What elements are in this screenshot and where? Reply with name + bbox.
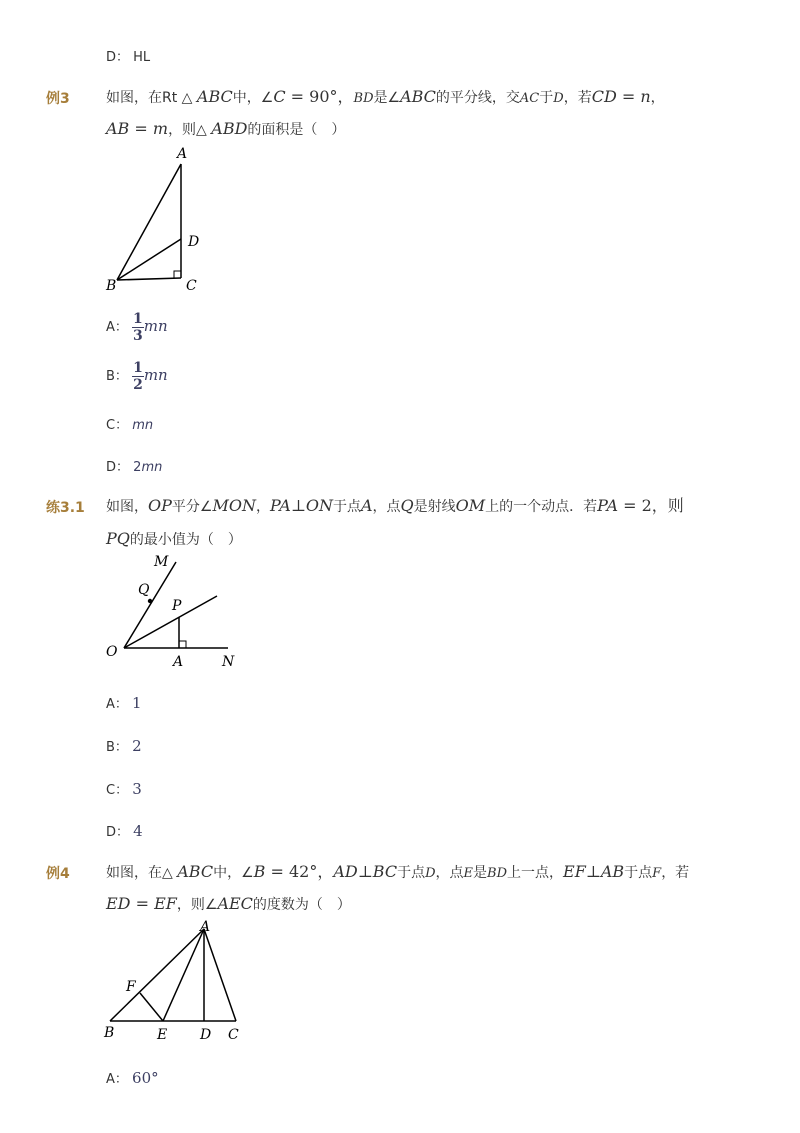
prev-option-d xyxy=(106,46,150,65)
q-math: = 42°， xyxy=(265,862,334,881)
right-angle-mark xyxy=(179,641,186,648)
q-math: ABC xyxy=(196,87,233,106)
ex3-option-c[interactable] xyxy=(106,414,153,433)
numerator: 1 xyxy=(133,311,143,327)
side-bc xyxy=(117,278,181,280)
q-math: ED xyxy=(106,894,131,913)
q-math: C xyxy=(273,87,286,106)
q-math: B xyxy=(253,862,266,881)
ex3-option-a[interactable] xyxy=(106,311,168,344)
option-math: mn xyxy=(141,460,163,475)
label-q: Q xyxy=(138,582,150,598)
practice-3-1-label: 练3.1 xyxy=(46,500,85,516)
q-text: 中，∠ xyxy=(213,865,254,881)
ex3-option-d[interactable] xyxy=(106,456,162,475)
q-text: ， xyxy=(650,90,665,106)
q-math: ABC xyxy=(177,862,214,881)
option-letter: D： xyxy=(106,460,130,475)
example-3-figure xyxy=(100,142,220,297)
option-value: 2 xyxy=(132,737,142,755)
q-text: 上一点， xyxy=(507,865,564,881)
q-text: 于点 xyxy=(624,865,653,881)
vertex-a: A xyxy=(177,146,188,162)
option-letter: B： xyxy=(106,369,128,384)
q-text: 是∠ xyxy=(373,90,401,106)
q-text: 于 xyxy=(539,90,554,106)
q-text: 如图， xyxy=(106,499,148,515)
q-math: OP xyxy=(148,496,172,515)
practice-3-1-question-line2 xyxy=(106,529,242,550)
q-text: 如图，在Rt △ xyxy=(106,90,197,106)
denominator: 2 xyxy=(133,377,143,393)
q-math: ⊥ xyxy=(290,496,306,515)
segment-ef xyxy=(140,993,163,1021)
q-text: ，若 xyxy=(563,90,592,106)
option-value: 3 xyxy=(132,780,142,798)
vertex-c: C xyxy=(228,1027,239,1043)
q-text: 的最小值为（ ） xyxy=(129,532,242,548)
denominator: 3 xyxy=(133,328,143,344)
q-text: 平分∠ xyxy=(171,499,213,515)
q-text: 是射线 xyxy=(413,499,456,515)
label-m: M xyxy=(154,554,169,570)
q-math: AEC xyxy=(217,894,253,913)
q-text: 如图，在△ xyxy=(106,865,178,881)
point-d: D xyxy=(200,1027,212,1043)
option-value: 60° xyxy=(132,1069,159,1087)
option-text: HL xyxy=(133,50,151,65)
example-4-question-line2 xyxy=(106,894,351,915)
vertex-b: B xyxy=(106,278,117,294)
label-p: P xyxy=(172,598,182,614)
q-math: = 90°， xyxy=(285,87,354,106)
q-text: 于点 xyxy=(397,865,426,881)
example-3-question-line1 xyxy=(106,87,665,109)
q-math: = xyxy=(616,87,641,106)
q-text: ， xyxy=(255,499,270,515)
q-math: F xyxy=(652,866,662,881)
ray-om xyxy=(124,562,176,648)
q-math: EF xyxy=(563,862,586,881)
q-math: BD xyxy=(353,91,374,106)
q-math: ⊥ xyxy=(585,862,601,881)
point-f: F xyxy=(126,979,136,995)
ray-op xyxy=(124,596,217,648)
option-letter: C： xyxy=(106,783,129,798)
q-math: BD xyxy=(487,866,508,881)
segment-ae xyxy=(163,929,204,1021)
pr31-option-d[interactable] xyxy=(106,821,143,840)
side-ab xyxy=(117,164,181,280)
q-math: A xyxy=(360,496,373,515)
q-math: MON xyxy=(212,496,256,515)
q-math: D xyxy=(425,866,436,881)
point-d: D xyxy=(188,234,200,250)
option-coefficient: 2 xyxy=(133,460,142,475)
option-math: mn xyxy=(143,317,168,335)
example-4-figure xyxy=(100,915,260,1047)
q-text: 上的一个动点．若 xyxy=(485,499,598,515)
option-letter: B： xyxy=(106,740,128,755)
label-a: A xyxy=(173,654,184,670)
q-text: 的平分线，交 xyxy=(435,90,520,106)
q-math: OM xyxy=(455,496,486,515)
numerator: 1 xyxy=(133,360,143,376)
pr31-option-a[interactable] xyxy=(106,693,142,712)
option-letter: A： xyxy=(106,1072,128,1087)
q-math: AB xyxy=(600,862,625,881)
ex4-option-a[interactable] xyxy=(106,1068,159,1087)
q-math: EF xyxy=(154,894,177,913)
ex3-option-b[interactable] xyxy=(106,360,168,393)
label-n: N xyxy=(222,654,235,670)
bisector-bd xyxy=(117,239,181,280)
q-math: m xyxy=(152,119,169,138)
option-letter: D： xyxy=(106,825,130,840)
q-math: D xyxy=(553,91,564,106)
example-4-question-line1 xyxy=(106,862,689,884)
side-ab xyxy=(110,929,204,1021)
q-math: AC xyxy=(519,91,540,106)
q-math: ABD xyxy=(211,119,248,138)
q-math: ABC xyxy=(400,87,436,106)
vertex-b: B xyxy=(104,1025,115,1041)
q-math: CD xyxy=(591,87,617,106)
pr31-option-c[interactable] xyxy=(106,779,142,798)
example-3-label: 例3 xyxy=(46,91,70,107)
q-text: ，点 xyxy=(435,865,464,881)
example-4-label: 例4 xyxy=(46,866,70,882)
option-letter: A： xyxy=(106,320,128,335)
option-value: 4 xyxy=(133,822,143,840)
practice-3-1-figure xyxy=(100,550,250,672)
q-math: Q xyxy=(400,496,414,515)
q-text: 的面积是（ ） xyxy=(247,122,346,138)
option-letter: C： xyxy=(106,418,129,433)
option-value: 1 xyxy=(132,694,142,712)
q-math: ⊥ xyxy=(357,862,373,881)
label-o: O xyxy=(106,644,118,660)
q-math: PQ xyxy=(106,529,130,548)
q-math: ON xyxy=(305,496,333,515)
q-text: 中，∠ xyxy=(232,90,274,106)
option-letter: D： xyxy=(106,50,130,65)
q-text: ，则△ xyxy=(168,122,212,138)
q-text: 于点 xyxy=(332,499,361,515)
vertex-c: C xyxy=(186,278,197,294)
option-math: mn xyxy=(132,418,154,433)
q-math: PA xyxy=(269,496,291,515)
fraction xyxy=(132,311,144,344)
q-math: = xyxy=(130,894,155,913)
pr31-option-b[interactable] xyxy=(106,736,142,755)
q-math: AD xyxy=(333,862,358,881)
vertex-a: A xyxy=(200,919,211,935)
q-math: PA xyxy=(597,496,619,515)
option-math: mn xyxy=(143,366,168,384)
q-text: ，若 xyxy=(661,865,690,881)
example-3-question-line2 xyxy=(106,119,345,140)
q-math: AB xyxy=(106,119,130,138)
q-math: BC xyxy=(372,862,398,881)
side-ac xyxy=(204,929,236,1021)
point-q-dot xyxy=(148,599,152,603)
point-e: E xyxy=(157,1027,168,1043)
q-math: = xyxy=(129,119,153,138)
q-math: E xyxy=(463,866,474,881)
practice-3-1-question-line1 xyxy=(106,496,684,517)
q-text: ，点 xyxy=(372,499,401,515)
q-text: 的度数为（ ） xyxy=(252,897,351,913)
option-letter: A： xyxy=(106,697,128,712)
q-text: ，则∠ xyxy=(176,897,218,913)
right-angle-mark xyxy=(174,271,181,278)
fraction xyxy=(132,360,144,393)
q-text: 是 xyxy=(473,865,488,881)
q-math: = 2，则 xyxy=(618,496,684,515)
q-math: n xyxy=(640,87,651,106)
